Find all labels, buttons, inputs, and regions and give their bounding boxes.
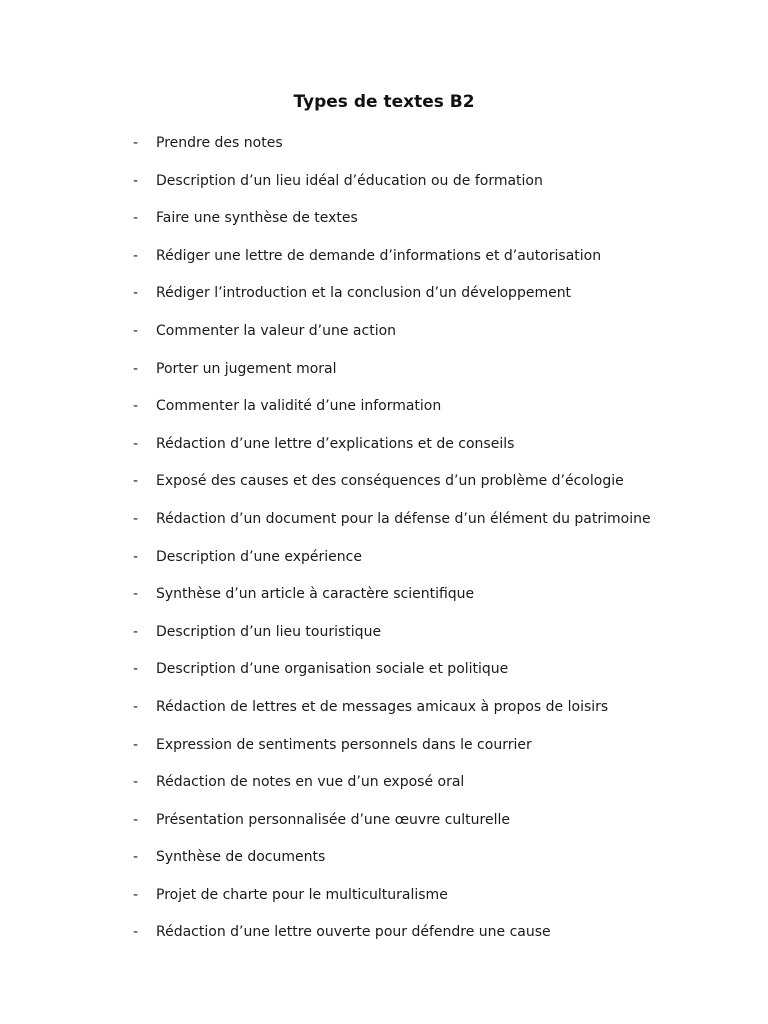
list-item-text: Commenter la valeur d’une action bbox=[156, 322, 397, 339]
list-item bbox=[0, 281, 768, 306]
list-item-text: Projet de charte pour le multiculturalisme bbox=[156, 886, 448, 903]
list-item-text: Rédiger une lettre de demande d’informations et d’autorisation bbox=[156, 247, 602, 264]
list-item-text: Description d’une expérience bbox=[156, 548, 362, 565]
list-item-text: Rédaction d’une lettre ouverte pour défendre une cause bbox=[156, 924, 551, 941]
list-item-text: Exposé des causes et des conséquences d’un problème d’écologie bbox=[156, 473, 624, 490]
list-bullet-dash: - bbox=[133, 661, 139, 678]
list-bullet-dash: - bbox=[133, 135, 139, 151]
list-item bbox=[0, 206, 768, 231]
list-item bbox=[0, 545, 768, 570]
list-item-text: Description d’un lieu touristique bbox=[156, 623, 382, 640]
list-item-text: Présentation personnalisée d’une œuvre culturelle bbox=[156, 811, 510, 828]
list-item bbox=[0, 319, 768, 344]
list-bullet-dash: - bbox=[133, 172, 139, 189]
list-bullet-dash: - bbox=[133, 435, 139, 452]
list-item bbox=[0, 131, 768, 156]
list-item bbox=[0, 244, 768, 269]
list-item-text: Commenter la validité d’une information bbox=[156, 398, 442, 415]
list-item-text: Rédaction d’une lettre d’explications et de conseils bbox=[156, 435, 515, 452]
list-item bbox=[0, 883, 768, 908]
list-item bbox=[0, 507, 768, 532]
list-bullet-dash: - bbox=[133, 548, 139, 565]
list-item-text: Rédiger l’introduction et la conclusion d’un développement bbox=[156, 285, 572, 302]
list-bullet-dash: - bbox=[133, 247, 139, 264]
list-item-text: Porter un jugement moral bbox=[156, 360, 337, 377]
list-item bbox=[0, 620, 768, 645]
page-title: Types de textes B2 bbox=[293, 92, 475, 112]
list-item-text: Synthèse de documents bbox=[156, 849, 326, 866]
list-item bbox=[0, 695, 768, 720]
list-item bbox=[0, 770, 768, 795]
list-item-text: Expression de sentiments personnels dans le courrier bbox=[156, 736, 532, 753]
text-types-list bbox=[0, 131, 768, 958]
list-bullet-dash: - bbox=[133, 398, 139, 415]
list-bullet-dash: - bbox=[133, 322, 139, 339]
list-item bbox=[0, 733, 768, 758]
list-item bbox=[0, 169, 768, 194]
list-bullet-dash: - bbox=[133, 586, 139, 603]
list-item bbox=[0, 657, 768, 682]
list-item bbox=[0, 469, 768, 494]
list-item-text: Description d’une organisation sociale et politique bbox=[156, 661, 509, 678]
list-item-text: Rédaction de notes en vue d’un exposé oral bbox=[156, 774, 465, 791]
list-bullet-dash: - bbox=[133, 698, 139, 715]
list-item bbox=[0, 432, 768, 457]
list-bullet-dash: - bbox=[133, 811, 139, 828]
list-item-text: Description d’un lieu idéal d’éducation ou de formation bbox=[156, 172, 543, 189]
list-bullet-dash: - bbox=[133, 360, 139, 377]
list-item-text: Rédaction d’un document pour la défense d’un élément du patrimoine bbox=[156, 510, 651, 527]
list-bullet-dash: - bbox=[133, 285, 139, 302]
list-bullet-dash: - bbox=[133, 736, 139, 753]
list-item-text: Rédaction de lettres et de messages amicaux à propos de loisirs bbox=[156, 698, 609, 715]
list-bullet-dash: - bbox=[133, 886, 139, 903]
list-item bbox=[0, 582, 768, 607]
list-bullet-dash: - bbox=[133, 849, 139, 866]
list-item-text: Prendre des notes bbox=[156, 135, 283, 151]
list-item bbox=[0, 808, 768, 833]
list-item bbox=[0, 920, 768, 945]
list-item-text: Faire une synthèse de textes bbox=[156, 210, 358, 227]
list-item bbox=[0, 845, 768, 870]
list-item-text: Synthèse d’un article à caractère scientifique bbox=[156, 586, 475, 603]
list-item bbox=[0, 394, 768, 419]
list-item bbox=[0, 357, 768, 382]
list-bullet-dash: - bbox=[133, 774, 139, 791]
list-bullet-dash: - bbox=[133, 623, 139, 640]
list-bullet-dash: - bbox=[133, 924, 139, 941]
list-bullet-dash: - bbox=[133, 510, 139, 527]
list-bullet-dash: - bbox=[133, 473, 139, 490]
list-bullet-dash: - bbox=[133, 210, 139, 227]
